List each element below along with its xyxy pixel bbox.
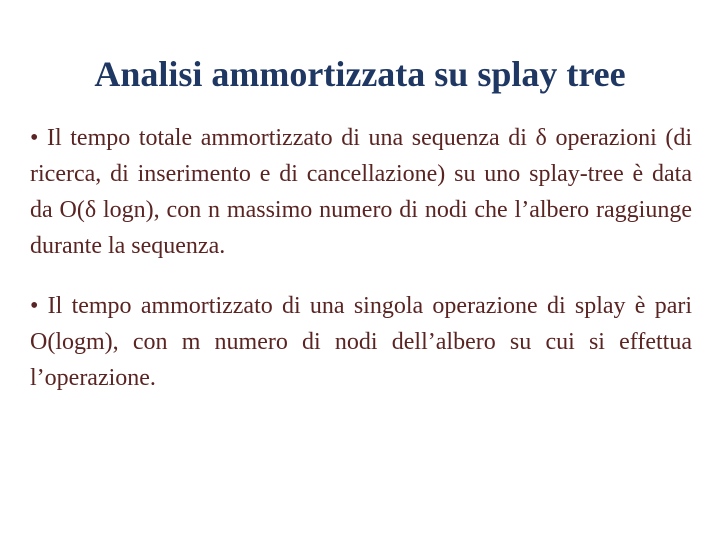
bullet-paragraph-2: • Il tempo ammortizzato di una singola operazione di splay è pari O(logm), con m numero di nodi dell’albero su cui si effettua l’operazione.: [30, 293, 692, 391]
bullet-paragraph-1: • Il tempo totale ammortizzato di una sequenza di δ operazioni (di ricerca, di inserimento e di cancellazione) su uno splay-tree è data da O(δ logn), con n massimo numero di nodi che l’albero raggiunge durante la sequenza.: [30, 125, 692, 259]
slide-title: Analisi ammortizzata su splay tree: [94, 54, 626, 94]
slide-body: [30, 120, 692, 420]
